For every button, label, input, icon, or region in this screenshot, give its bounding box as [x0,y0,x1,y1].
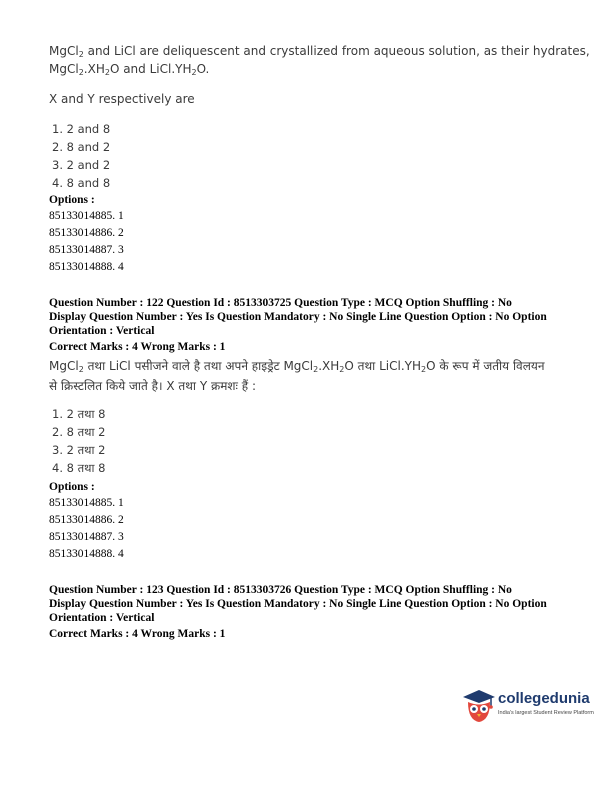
q121-option-code-4: 85133014888. 4 [49,261,124,273]
brand-tagline: India's largest Student Review Platform [498,710,594,716]
q121-choice-4: 4. 8 and 8 [52,176,111,190]
q122-choice-3: 3. 2 तथा 2 [52,443,106,457]
q122-meta-line2: Display Question Number : Yes Is Question Mandatory : No Single Line Question Option : No Option [49,311,547,323]
q121-option-code-2: 85133014886. 2 [49,227,124,239]
q122-option-code-4: 85133014888. 4 [49,548,124,560]
q122-option-code-2: 85133014886. 2 [49,514,124,526]
q121-choice-3: 3. 2 and 2 [52,158,111,172]
q122-meta-line1: Question Number : 122 Question Id : 8513303725 Question Type : MCQ Option Shuffling : No [49,297,512,309]
q121-stem-line1: MgCl$_2$ and LiCl are deliquescent and crystallized from aqueous solution, as their hydrates, [49,44,590,59]
q122-choice-1: 1. 2 तथा 8 [52,407,106,421]
q123-meta-line1: Question Number : 123 Question Id : 8513303726 Question Type : MCQ Option Shuffling : No [49,584,512,596]
q122-choice-2: 2. 8 तथा 2 [52,425,106,439]
q122-stem-line2: से क्रिस्टलित किये जाते है। X तथा Y क्रमशः हैं : [49,379,256,393]
q122-options-label: Options : [49,481,95,493]
q122-meta-line3: Orientation : Vertical [49,325,155,337]
brand-name: collegedunia [498,690,590,707]
collegedunia-logo [462,686,597,726]
q121-choice-1: 1. 2 and 8 [52,122,111,136]
q121-choice-2: 2. 8 and 2 [52,140,111,154]
graduate-owl-icon [462,688,496,724]
q122-marks: Correct Marks : 4 Wrong Marks : 1 [49,341,226,353]
q121-options-label: Options : [49,194,95,206]
q121-prompt: X and Y respectively are [49,92,195,106]
q122-stem-line1: MgCl$_2$ तथा LiCl पसीजने वाले है तथा अपने हाइड्रेट $MgCl_2.XH_2O$ तथा $LiCl.YH_2O$ के रूप में जतीय विलयन [49,359,545,374]
q123-marks: Correct Marks : 4 Wrong Marks : 1 [49,628,226,640]
q122-choice-4: 4. 8 तथा 8 [52,461,106,475]
q122-option-code-3: 85133014887. 3 [49,531,124,543]
q122-option-code-1: 85133014885. 1 [49,497,124,509]
q121-option-code-1: 85133014885. 1 [49,210,124,222]
q123-meta-line3: Orientation : Vertical [49,612,155,624]
q123-meta-line2: Display Question Number : Yes Is Question Mandatory : No Single Line Question Option : No Option [49,598,547,610]
q121-stem-line2: $MgCl_2.XH_2O$ and $LiCl.YH_2O$. [49,62,210,77]
q121-option-code-3: 85133014887. 3 [49,244,124,256]
